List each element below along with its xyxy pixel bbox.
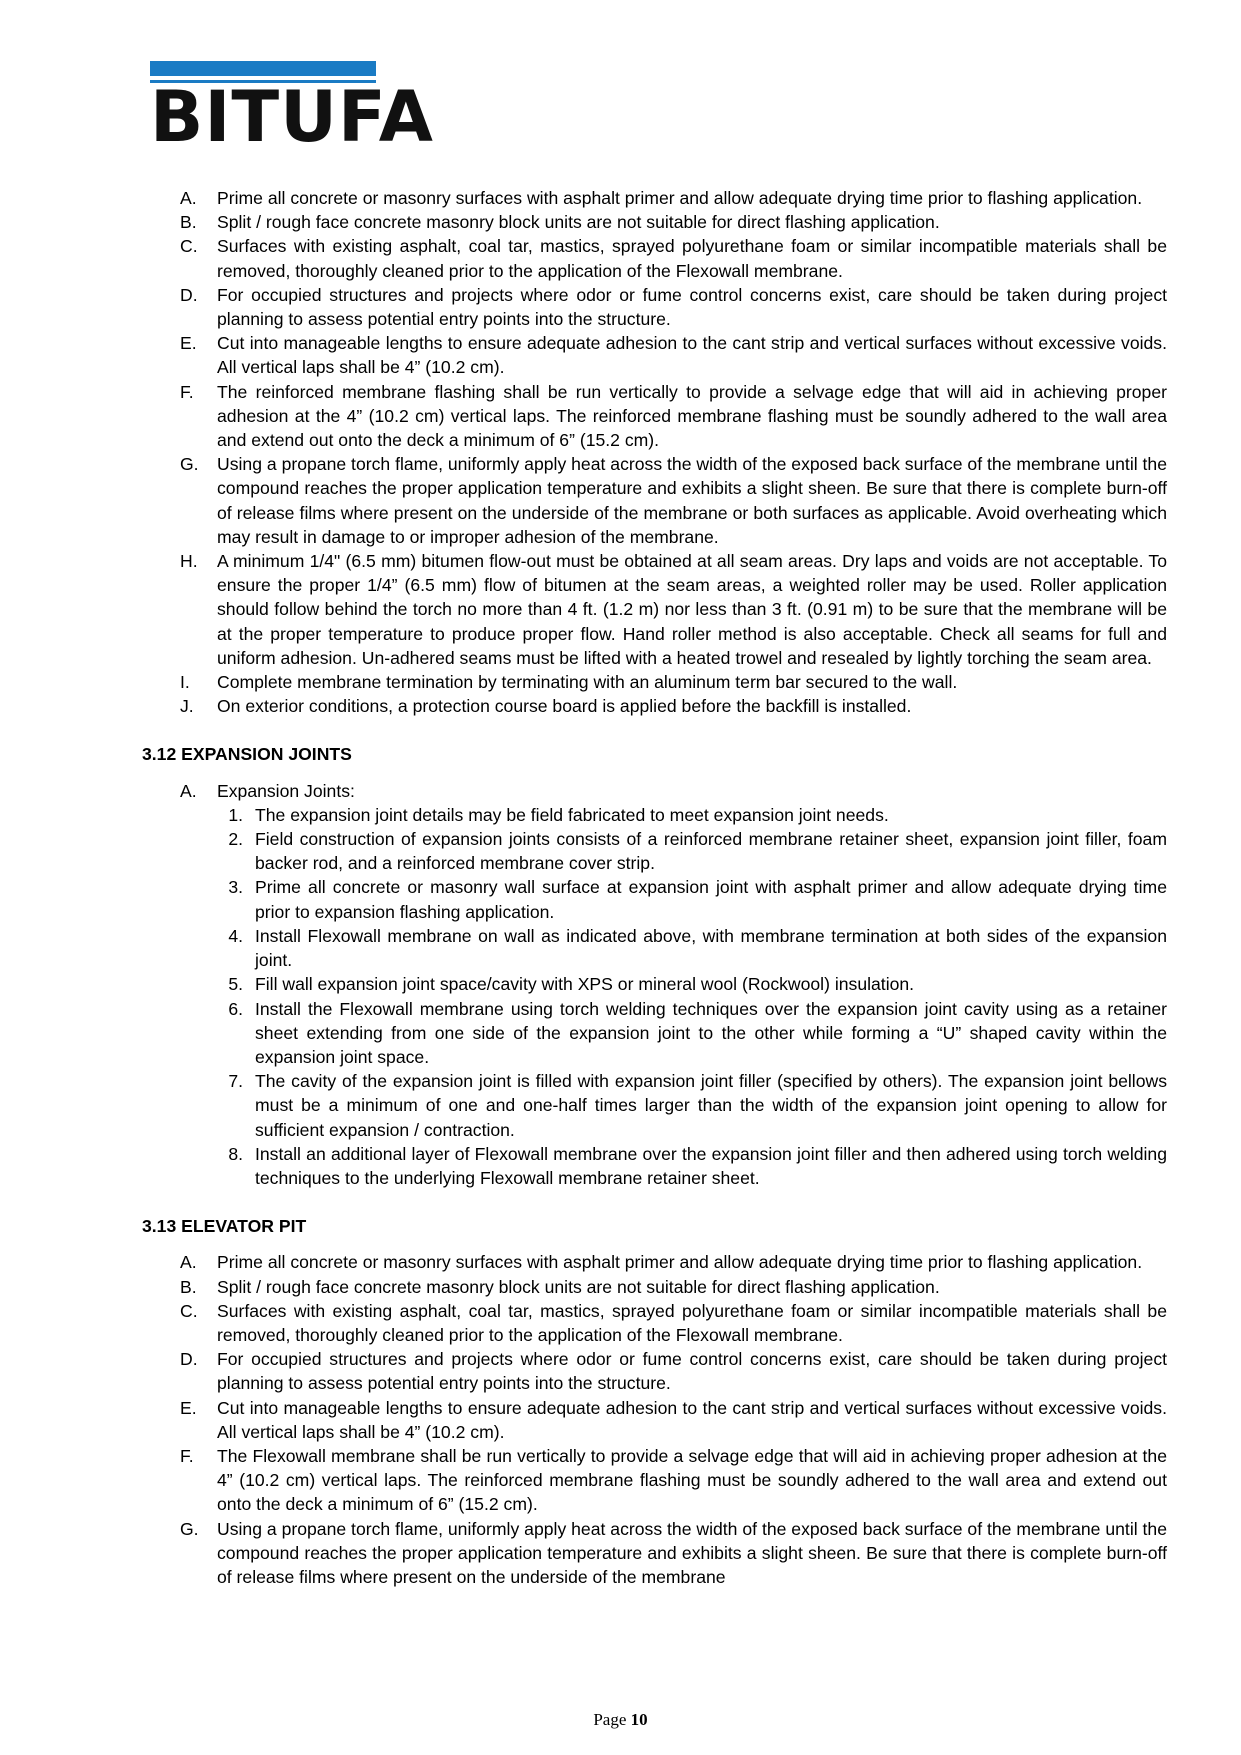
- list-item: [142, 452, 1167, 549]
- bitufa-logo: [150, 61, 434, 158]
- sub-list-item: [142, 924, 1167, 972]
- list-item: [142, 186, 1167, 210]
- list-marker: G.: [180, 1518, 199, 1539]
- page-label: Page: [593, 1710, 627, 1729]
- list-marker: C.: [180, 236, 198, 257]
- section-heading-elevator-pit: 3.13 ELEVATOR PIT: [142, 1216, 307, 1237]
- list-item: [142, 1275, 1167, 1299]
- list-item: [142, 779, 1167, 803]
- sub-list-marker: 5.: [228, 974, 243, 995]
- page-number: 10: [630, 1710, 648, 1729]
- list-marker: F.: [180, 381, 194, 402]
- sub-list-item: [142, 1142, 1167, 1190]
- list-marker: B.: [180, 212, 197, 233]
- sub-list-item-text: Install Flexowall membrane on wall as indicated above, with membrane termination at both sides of the expansion joint.: [255, 925, 1167, 971]
- list-item: [142, 1517, 1167, 1590]
- list-item-text: Prime all concrete or masonry surfaces with asphalt primer and allow adequate drying time prior to flashing application.: [217, 188, 1143, 208]
- list-marker: A.: [180, 780, 197, 801]
- sub-list-item: [142, 803, 1167, 827]
- list-item: [142, 670, 1167, 694]
- list-item: [142, 331, 1167, 379]
- list-item: [142, 1444, 1167, 1517]
- list-marker: A.: [180, 1252, 197, 1273]
- sub-list-item: [142, 972, 1167, 996]
- list-item-text: The reinforced membrane flashing shall be run vertically to provide a selvage edge that will aid in achieving proper adhesion at the 4” (10.2 cm) vertical laps. The reinforced membrane flashing must be soundly adhered to the wall area and extend out onto the deck a minimum of 6” (15.2 cm).: [217, 381, 1167, 451]
- list-marker: H.: [180, 551, 198, 572]
- list-marker: B.: [180, 1276, 197, 1297]
- list-item-text: The Flexowall membrane shall be run vertically to provide a selvage edge that will aid in achieving proper adhesion at the 4” (10.2 cm) vertical laps. The reinforced membrane flashing must be soundly adhered to the wall area and extend out onto the deck a minimum of 6” (15.2 cm).: [217, 1445, 1167, 1515]
- list-marker: E.: [180, 333, 197, 354]
- list-item-text: Using a propane torch flame, uniformly apply heat across the width of the exposed back surface of the membrane until the compound reaches the proper application temperature and exhibits a slight sheen. Be sure that there is complete burn-off of release films where present on the underside of the membrane: [217, 1518, 1167, 1587]
- sub-list-marker: 8.: [228, 1143, 243, 1164]
- sub-list-item: [142, 827, 1167, 875]
- section-heading-expansion-joints: 3.12 EXPANSION JOINTS: [142, 744, 352, 765]
- list-item-text: For occupied structures and projects where odor or fume control concerns exist, care should be taken during project planning to assess potential entry points into the structure.: [217, 1349, 1167, 1394]
- sub-list-item: [142, 997, 1167, 1070]
- list-item-text: For occupied structures and projects where odor or fume control concerns exist, care should be taken during project planning to assess potential entry points into the structure.: [217, 284, 1167, 330]
- list-item: [142, 210, 1167, 234]
- list-item-text: Cut into manageable lengths to ensure adequate adhesion to the cant strip and vertical surfaces without excessive voids. All vertical laps shall be 4” (10.2 cm).: [217, 1397, 1167, 1442]
- list-marker: F.: [180, 1445, 194, 1466]
- list-marker: E.: [180, 1397, 197, 1418]
- list-item-text: A minimum 1/4" (6.5 mm) bitumen flow-out must be obtained at all seam areas. Dry laps and voids are not acceptable. To ensure the proper 1/4” (6.5 mm) flow of bitumen at the seam areas, a weighted roller may be used. Roller application should follow behind the torch no more than 4 ft. (1.2 m) nor less than 3 ft. (0.91 m) to be sure that the membrane will be at the proper temperature to produce proper flow. Hand roller method is also acceptable. Check all seams for full and uniform adhesion. Un-adhered seams must be lifted with a heated trowel and resealed by lightly torching the seam area.: [217, 551, 1167, 668]
- sub-list-item-text: Prime all concrete or masonry wall surface at expansion joint with asphalt primer and allow adequate drying time prior to expansion flashing application.: [255, 877, 1167, 922]
- list-marker: G.: [180, 454, 199, 475]
- list-item-text: Using a propane torch flame, uniformly apply heat across the width of the exposed back surface of the membrane until the compound reaches the proper application temperature and exhibits a slight sheen. Be sure that there is complete burn-off of release films where present on the underside of the membrane or both surfaces as applicable. Avoid overheating which may result in damage to or improper adhesion of the membrane.: [217, 454, 1167, 547]
- logo-blue-bar: [150, 61, 376, 76]
- list-marker: J.: [180, 696, 194, 717]
- list-item: [142, 1299, 1167, 1347]
- sub-list-item: [142, 875, 1167, 923]
- expansion-list: [142, 779, 1167, 803]
- sub-list-item-text: The expansion joint details may be field fabricated to meet expansion joint needs.: [255, 804, 889, 825]
- list-item-text: Complete membrane termination by terminating with an aluminum term bar secured to the wall.: [217, 672, 958, 693]
- list-item-text: Cut into manageable lengths to ensure adequate adhesion to the cant strip and vertical surfaces without excessive voids. All vertical laps shall be 4” (10.2 cm).: [217, 333, 1167, 378]
- sub-list-marker: 6.: [228, 998, 243, 1019]
- sub-list-item-text: Fill wall expansion joint space/cavity with XPS or mineral wool (Rockwool) insulation.: [255, 974, 915, 995]
- list-item: [142, 283, 1167, 331]
- logo-wordmark: BITUFA: [150, 76, 434, 158]
- expansion-sub-list: [142, 803, 1167, 1190]
- sub-list-item-text: Install an additional layer of Flexowall membrane over the expansion joint filler and then adhered using torch welding techniques to the underlying Flexowall membrane retainer sheet.: [255, 1143, 1167, 1188]
- list-marker: C.: [180, 1300, 198, 1321]
- list-item-text: Split / rough face concrete masonry block units are not suitable for direct flashing application.: [217, 1276, 940, 1297]
- sub-list-marker: 4.: [228, 925, 243, 946]
- sub-list-marker: 3.: [228, 877, 243, 898]
- list-item-text: Surfaces with existing asphalt, coal tar, mastics, sprayed polyurethane foam or similar incompatible materials shall be removed, thoroughly cleaned prior to the application of the Flexowall membrane.: [217, 1300, 1167, 1345]
- sub-list-marker: 7.: [228, 1071, 243, 1092]
- list-item-text: Surfaces with existing asphalt, coal tar, mastics, sprayed polyurethane foam or similar incompatible materials shall be removed, thoroughly cleaned prior to the application of the Flexowall membrane.: [217, 236, 1167, 281]
- sub-list-marker: 2.: [228, 829, 243, 850]
- sub-list-item-text: Install the Flexowall membrane using torch welding techniques over the expansion joint cavity using as a retainer sheet extending from one side of the expansion joint to the other while forming a “U” shaped cavity within the expansion joint space.: [255, 998, 1167, 1067]
- sub-list-marker: 1.: [228, 804, 243, 825]
- list-item: [142, 1347, 1167, 1395]
- list-item-text: Expansion Joints:: [217, 780, 355, 801]
- list-item: [142, 549, 1167, 670]
- list-item: [142, 1250, 1167, 1274]
- list-item-text: On exterior conditions, a protection course board is applied before the backfill is installed.: [217, 696, 912, 717]
- list-item: [142, 380, 1167, 453]
- page-footer: [0, 1710, 1241, 1730]
- elevator-list: [142, 1250, 1167, 1589]
- list-item-text: Split / rough face concrete masonry block units are not suitable for direct flashing application.: [217, 212, 940, 233]
- list-item: [142, 1396, 1167, 1444]
- sub-list-item-text: The cavity of the expansion joint is filled with expansion joint filler (specified by others). The expansion joint bellows must be a minimum of one and one-half times larger than the width of the expansion joint opening to allow for sufficient expansion / contraction.: [255, 1071, 1167, 1140]
- list-marker: D.: [180, 284, 198, 305]
- list-item: [142, 234, 1167, 282]
- list-marker: I.: [180, 672, 190, 693]
- list-marker: D.: [180, 1349, 198, 1370]
- list-marker: A.: [180, 188, 197, 208]
- list-item-text: Prime all concrete or masonry surfaces with asphalt primer and allow adequate drying time prior to flashing application.: [217, 1252, 1143, 1273]
- sub-list-item-text: Field construction of expansion joints consists of a reinforced membrane retainer sheet, expansion joint filler, foam backer rod, and a reinforced membrane cover strip.: [255, 829, 1167, 874]
- document-body: [142, 186, 1167, 1589]
- sub-list-item: [142, 1069, 1167, 1142]
- list-item: [142, 694, 1167, 718]
- flashing-list: [142, 186, 1167, 718]
